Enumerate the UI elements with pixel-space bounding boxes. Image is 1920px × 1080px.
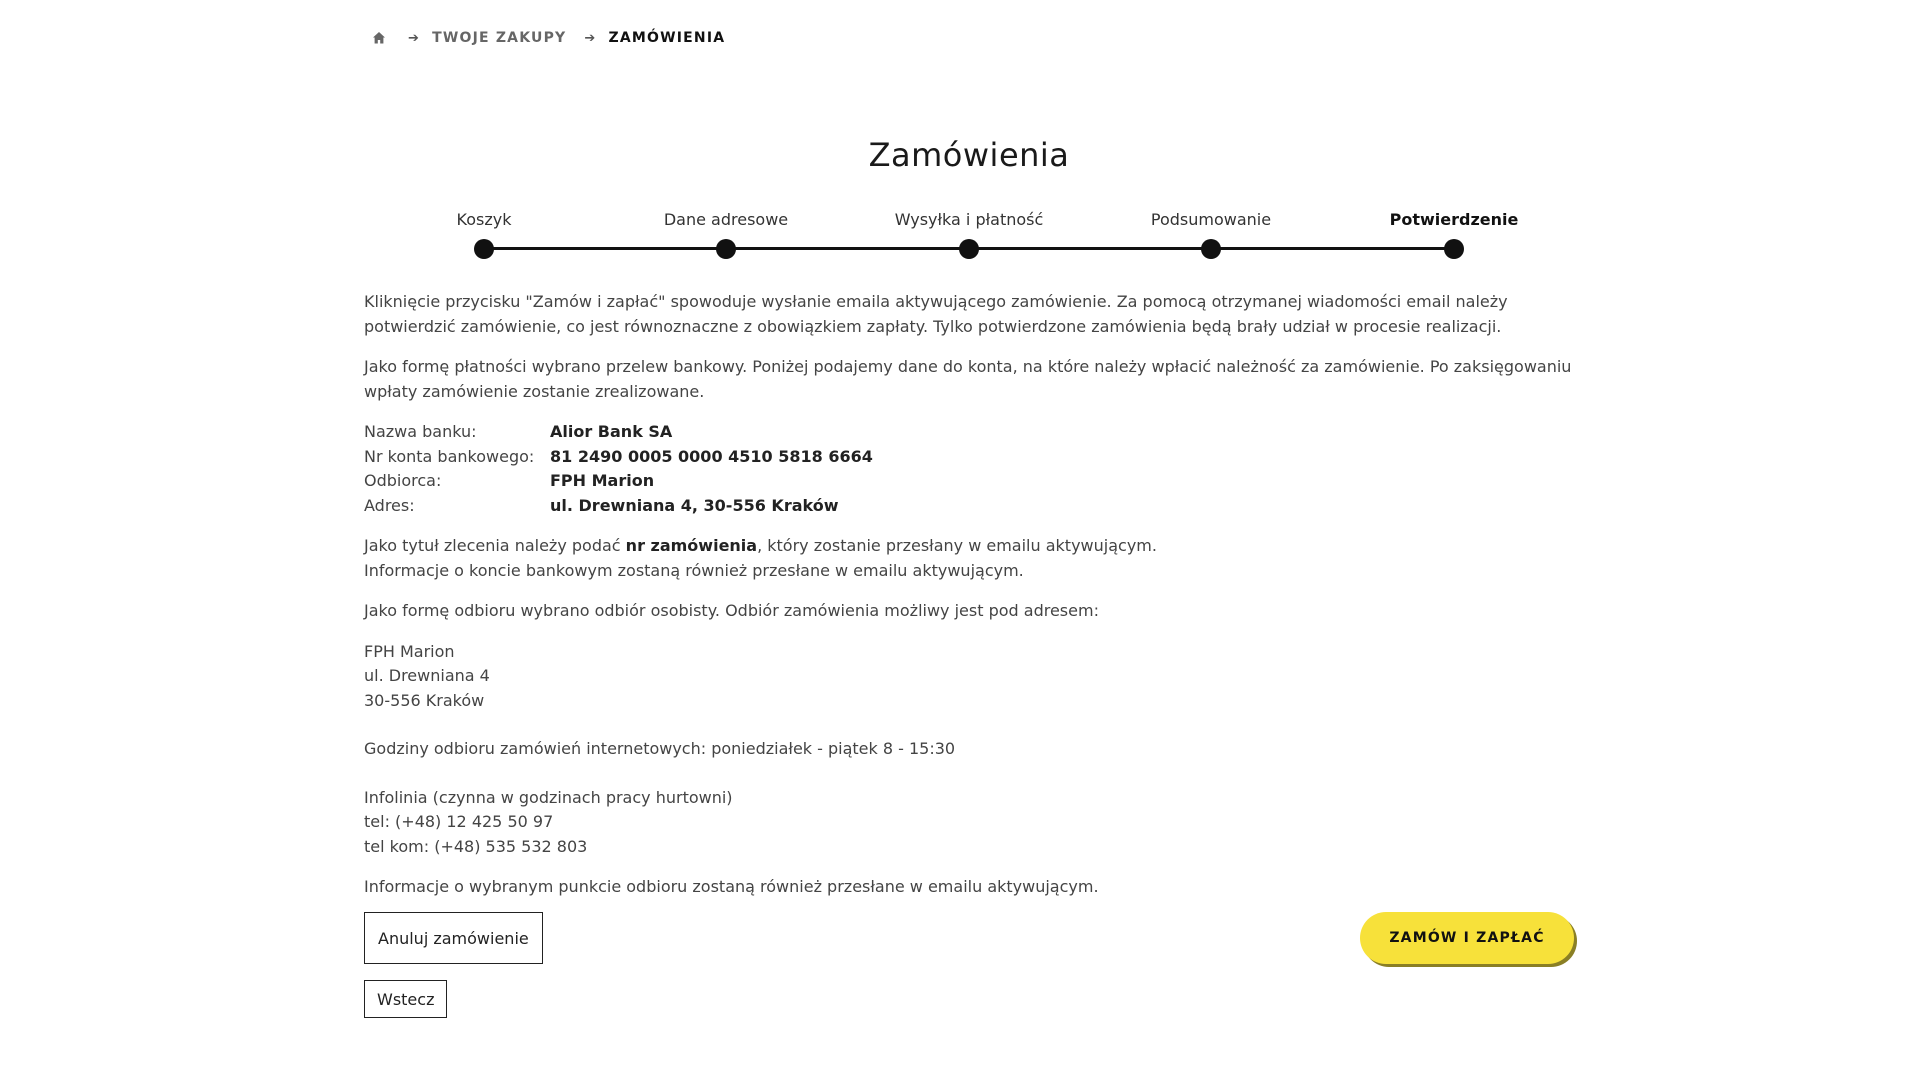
- step-label: Wysyłka i płatność: [894, 210, 1044, 229]
- pickup-street: ul. Drewniana 4: [364, 666, 490, 685]
- payment-info: Jako formę płatności wybrano przelew bankowy. Poniżej podajemy dane do konta, na które należy wpłacić należność za zamówienie. Po zaksięgowaniu wpłaty zamówienie zostanie zrealizowane.: [364, 357, 1572, 401]
- address-label: Adres:: [364, 495, 415, 515]
- arrow-right-icon: ➔: [408, 30, 421, 46]
- activation-info: Kliknięcie przycisku "Zamów i zapłać" spowoduje wysłanie emaila aktywującego zamówienie. Za pomocą otrzymanej wiadomości email należy potwierdzić zamówienie, co jest równoznaczne z obowiązkiem zapłaty. Tylko potwierdzone zamówienia będą brały udział w procesie realizacji.: [364, 292, 1508, 336]
- step-confirmation: [1344, 210, 1564, 238]
- transfer-title-suffix: , który zostanie przesłany w emailu aktywującym.: [757, 536, 1157, 555]
- breadcrumb-link-your-purchases[interactable]: TWOJE ZAKUPY: [432, 30, 567, 46]
- bank-details: [364, 420, 1574, 518]
- bank-row: [364, 494, 1574, 519]
- checkout-stepper: [456, 210, 1519, 260]
- transfer-title-prefix: Jako tytuł zlecenia należy podać: [364, 536, 626, 555]
- pickup-intro: Jako formę odbioru wybrano odbiór osobisty. Odbiór zamówienia możliwy jest pod adresem:: [364, 601, 1099, 620]
- bank-name-label: Nazwa banku:: [364, 422, 477, 441]
- transfer-title-info: [364, 534, 1574, 583]
- transfer-title-bold: nr zamówienia: [625, 536, 758, 555]
- pickup-address: [364, 640, 1574, 714]
- step-dot: [1201, 239, 1221, 259]
- pickup-name: FPH Marion: [364, 641, 455, 661]
- pickup-email-note: Informacje o wybranym punkcie odbioru zostaną również przesłane w emailu aktywującym.: [364, 877, 1099, 896]
- hotline-mobile: tel kom: (+48) 535 532 803: [364, 836, 588, 856]
- page-title: Zamówienia: [868, 136, 1070, 174]
- address-value: ul. Drewniana 4, 30-556 Kraków: [550, 495, 839, 515]
- step-dot: [1444, 239, 1464, 259]
- step-label: Dane adresowe: [663, 210, 789, 229]
- bank-info-email-note: Informacje o koncie bankowym zostaną również przesłane w emailu aktywującym.: [364, 560, 1024, 580]
- hotline-info: [364, 786, 1574, 860]
- step-shipping-payment: [859, 210, 1079, 238]
- step-summary: [1101, 210, 1321, 238]
- order-and-pay-button[interactable]: ZAMÓW I ZAPŁAĆ: [1360, 912, 1574, 964]
- pickup-hours: Godziny odbioru zamówień internetowych: poniedziałek - piątek 8 - 15:30: [364, 739, 956, 758]
- bank-row: [364, 420, 1574, 445]
- step-dot: [716, 239, 736, 259]
- account-label: Nr konta bankowego:: [364, 446, 535, 466]
- bank-row: [364, 445, 1574, 470]
- step-label-active: Potwierdzenie: [1389, 210, 1519, 229]
- bank-row: [364, 469, 1574, 494]
- step-label: Podsumowanie: [1150, 210, 1272, 229]
- breadcrumb-current-orders: ZAMÓWIENIA: [608, 30, 726, 46]
- arrow-right-icon: ➔: [584, 30, 597, 46]
- step-cart: [374, 210, 594, 238]
- breadcrumb: [372, 30, 725, 46]
- step-dot: [474, 239, 494, 259]
- confirmation-content: [364, 290, 1574, 916]
- recipient-value: FPH Marion: [550, 471, 655, 490]
- account-value: 81 2490 0005 0000 4510 5818 6664: [550, 446, 873, 466]
- hotline-title: Infolinia (czynna w godzinach pracy hurtowni): [364, 787, 733, 807]
- recipient-label: Odbiorca:: [364, 471, 442, 490]
- hotline-tel: tel: (+48) 12 425 50 97: [364, 812, 554, 831]
- back-button[interactable]: Wstecz: [364, 980, 447, 1018]
- step-dot: [959, 239, 979, 259]
- step-address: [616, 210, 836, 238]
- home-icon[interactable]: [372, 31, 386, 45]
- pickup-city: 30-556 Kraków: [364, 690, 485, 710]
- bank-name-value: Alior Bank SA: [550, 422, 673, 441]
- step-label: Koszyk: [456, 210, 512, 229]
- cancel-order-button[interactable]: Anuluj zamówienie: [364, 912, 543, 964]
